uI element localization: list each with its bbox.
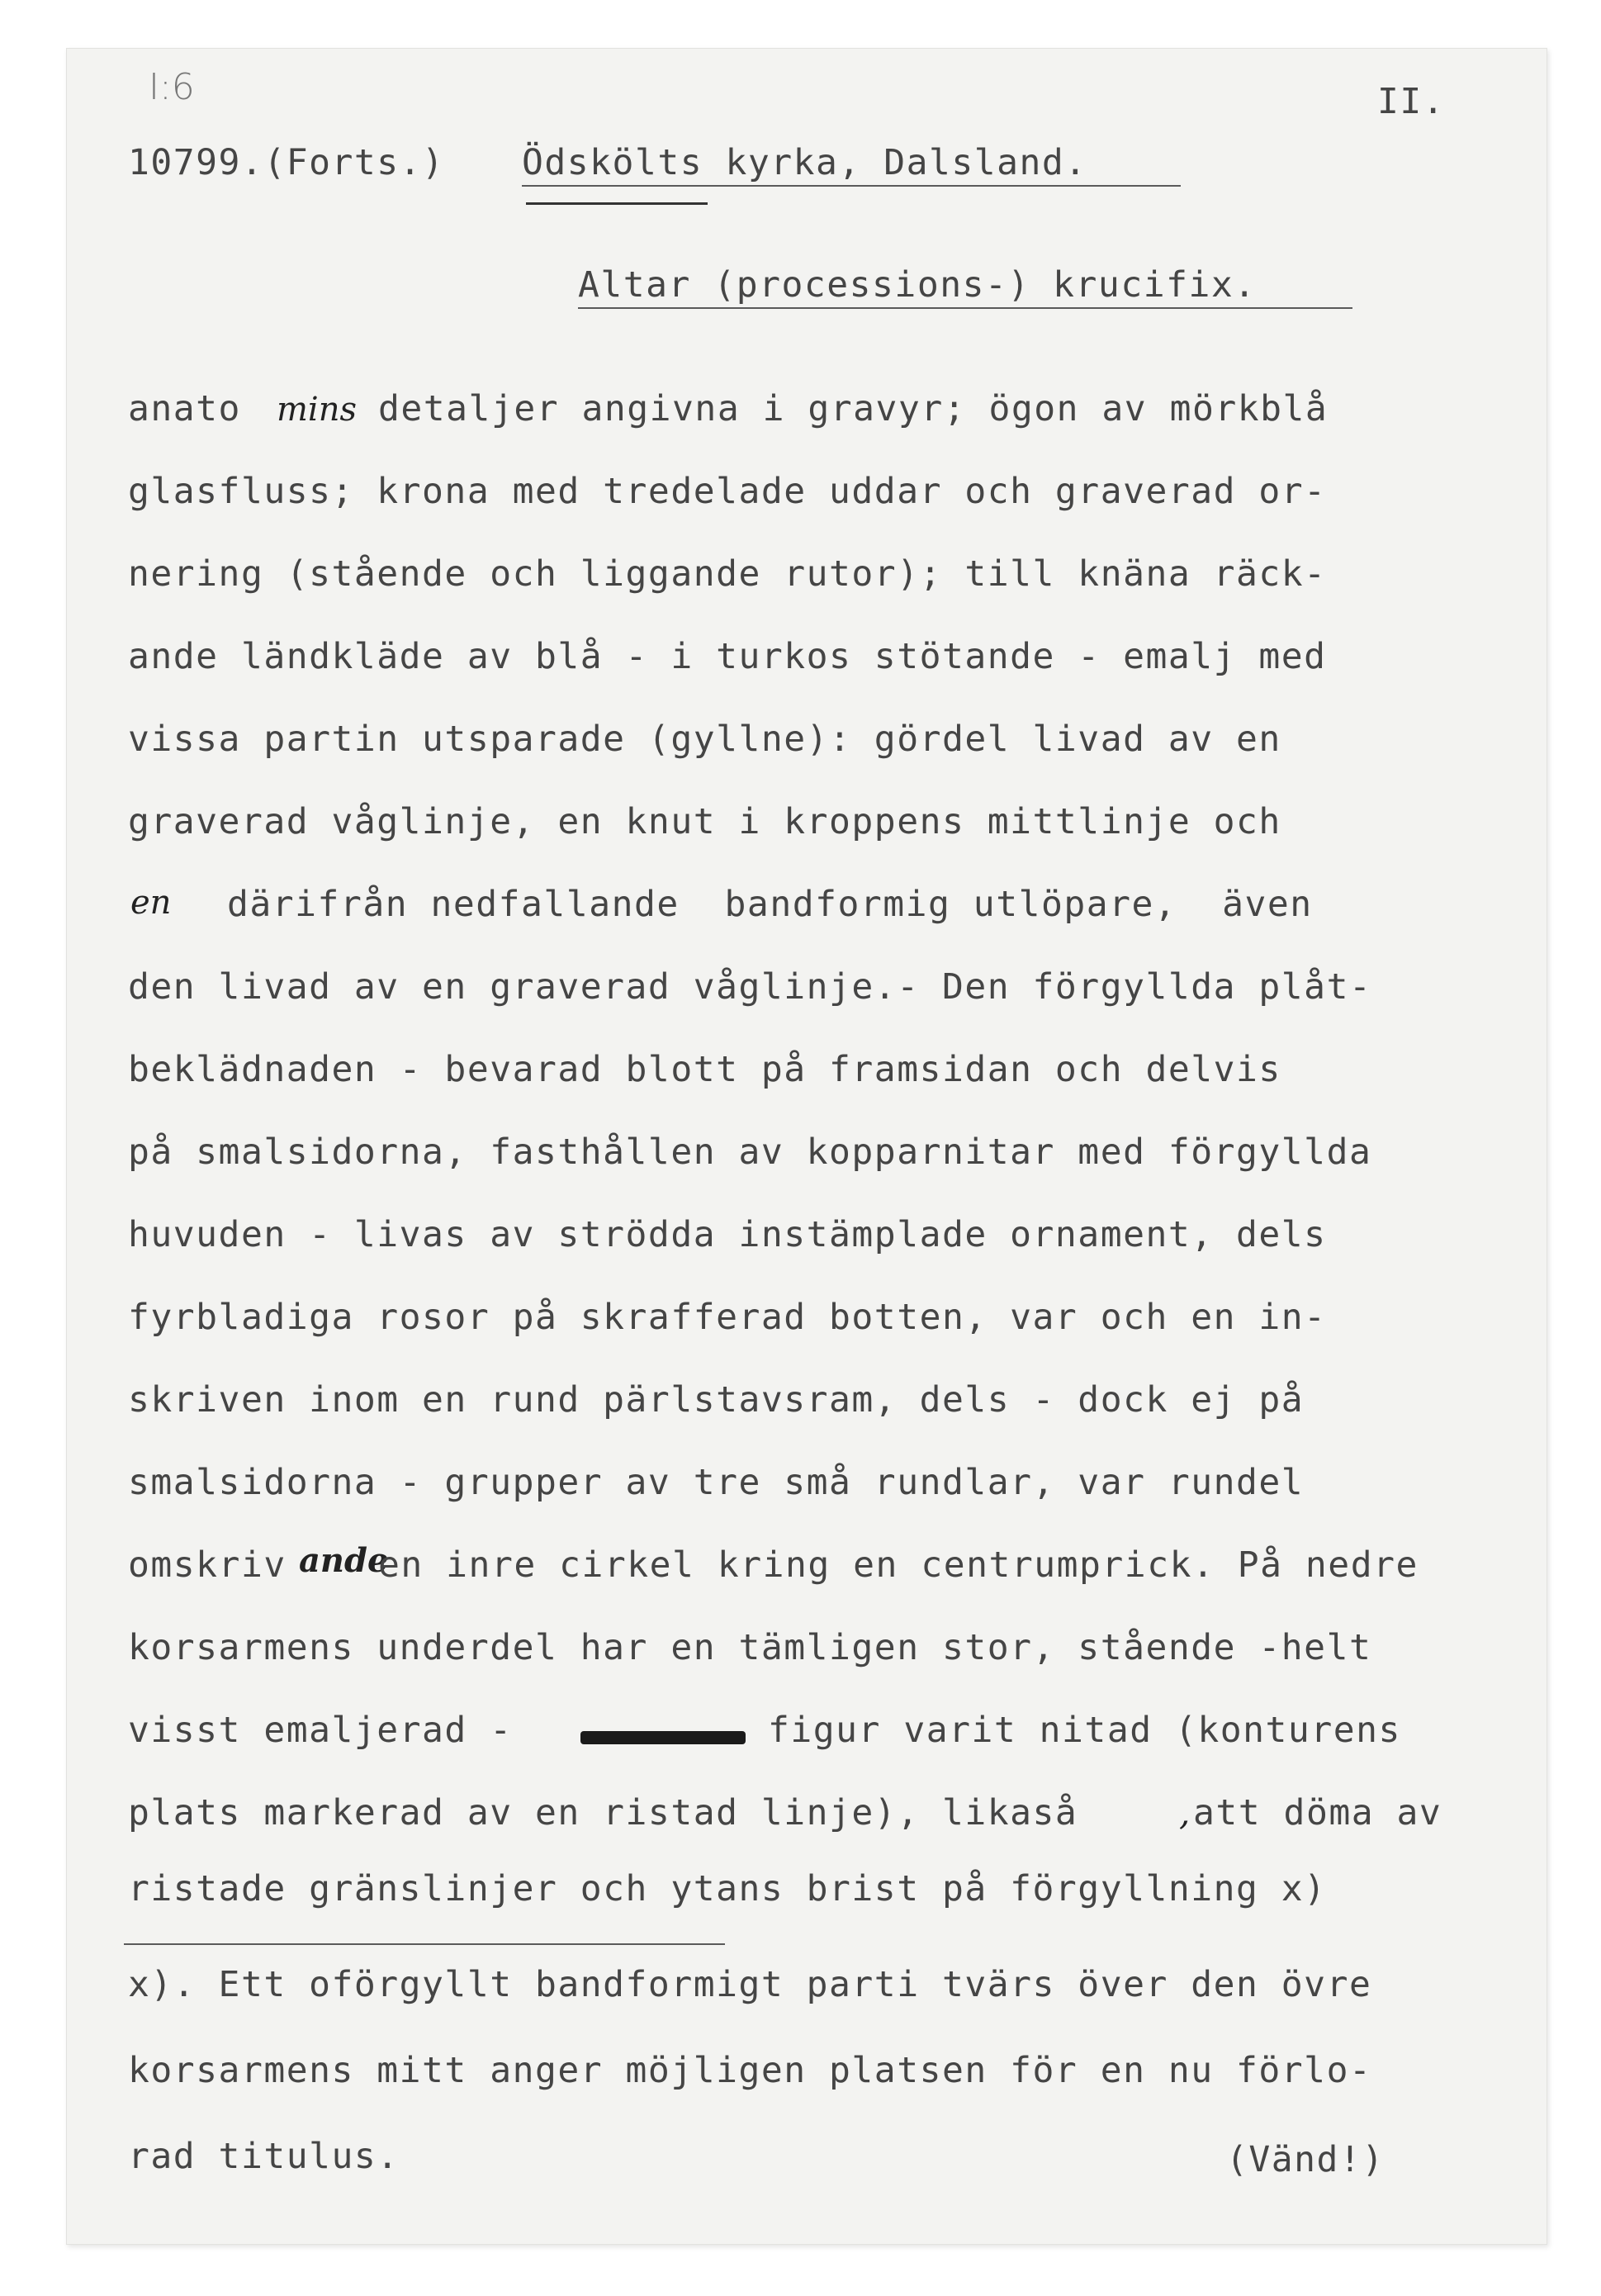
body-line-10: på smalsidorna, fasthållen av kopparnitar med förgyllda <box>128 1131 1372 1173</box>
body-line-1-start: anato <box>128 388 241 429</box>
handwritten-comma: , <box>1179 1792 1191 1833</box>
title-underline <box>522 185 1181 187</box>
turn-over-note: (Vänd!) <box>1226 2139 1385 2180</box>
handwritten-correction-mins: mins <box>277 391 358 429</box>
body-line-14: smalsidorna - grupper av tre små rundlar, var rundel <box>128 1462 1305 1503</box>
title-pen-underline <box>526 202 708 205</box>
handwritten-insert-en: en <box>130 884 172 922</box>
body-line-18b: att döma av <box>1193 1792 1442 1833</box>
body-line-3: nering (stående och liggande rutor); till knäna räck- <box>128 553 1327 595</box>
subtitle: Altar (processions-) krucifix. <box>578 264 1257 306</box>
body-line-16: korsarmens underdel har en tämligen stor, stående -helt <box>128 1627 1372 1668</box>
body-line-18a: plats markerad av en ristad linje), likaså <box>128 1792 1078 1833</box>
handwritten-correction-ande: ande <box>299 1541 389 1580</box>
body-line-17a: visst emaljerad - <box>128 1710 513 1751</box>
body-line-19: ristade gränslinjer och ytans brist på förgyllning x) <box>128 1868 1327 1909</box>
body-line-13: skriven inom en rund pärlstavsram, dels - dock ej på <box>128 1379 1305 1421</box>
body-line-9: beklädnaden - bevarad blott på framsidan och delvis <box>128 1049 1281 1090</box>
body-line-8: den livad av en graverad våglinje.- Den förgyllda plåt- <box>128 966 1372 1008</box>
footnote-separator <box>124 1943 725 1945</box>
pencil-note: I:6 <box>149 66 195 108</box>
body-line-17b: figur varit nitad (konturens <box>768 1710 1401 1751</box>
body-line-5: vissa partin utsparade (gyllne): gördel livad av en <box>128 719 1281 760</box>
body-line-4: ande ländkläde av blå - i turkos stötande - emalj med <box>128 636 1327 677</box>
footnote-line-3: rad titulus. <box>128 2136 400 2177</box>
body-line-15-start: omskriv <box>128 1544 287 1586</box>
body-line-15: en inre cirkel kring en centrumprick. På nedre <box>378 1544 1419 1586</box>
footnote-line-1: x). Ett oförgyllt bandformigt parti tvärs över den övre <box>128 1964 1372 2005</box>
footnote-line-2: korsarmens mitt anger möjligen platsen för en nu förlo- <box>128 2050 1372 2091</box>
body-line-7: därifrån nedfallande bandformig utlöpare, även <box>227 884 1313 925</box>
body-line-1: detaljer angivna i gravyr; ögon av mörkblå <box>378 388 1329 429</box>
page-title: Ödskölts kyrka, Dalsland. <box>522 142 1087 183</box>
body-line-2: glasfluss; krona med tredelade uddar och graverad or- <box>128 471 1327 512</box>
page-number: II. <box>1377 81 1446 122</box>
body-line-11: huvuden - livas av strödda instämplade ornament, dels <box>128 1214 1327 1255</box>
subtitle-underline <box>578 307 1352 309</box>
catalog-ref: 10799.(Forts.) <box>128 142 445 183</box>
body-line-6: graverad våglinje, en knut i kroppens mittlinje och <box>128 801 1281 842</box>
body-line-12: fyrbladiga rosor på skrafferad botten, var och en in- <box>128 1297 1327 1338</box>
struck-out-word <box>580 1731 746 1744</box>
